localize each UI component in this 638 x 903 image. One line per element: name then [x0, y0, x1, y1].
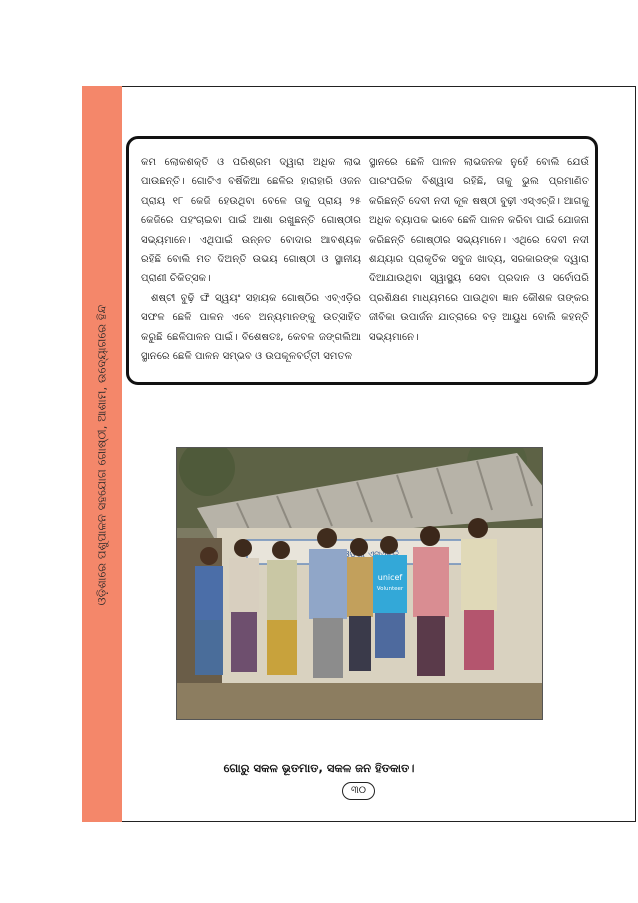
left-column	[141, 153, 361, 366]
left-paragraph-1: କମ ଲୋକଶକ୍ତି ଓ ପରିଶ୍ରମ ଦ୍ୱାରା ଅଧିକ ଲାଭ ପାଉଛନ୍ତି। ଗୋଟିଏ ବର୍ଷିକିଆ ଛେଳିର ହାରାହାରି ଓଜନ ପ୍ରାୟ ୧୮ କେଜି ହେଉଥିବା ବେଳେ ତାକୁ ପ୍ରାୟ ୨୫ କେଜିରେ ପହଂଚାଇବା ପାଇଁ ଆଶା ରଖୁଛନ୍ତି ଗୋଷ୍ଠୀର ସଭ୍ୟମାନେ। ଏଥିପାଇଁ ଉନ୍ନତ ବୋଦାର ଆବଶ୍ୟକ ରହିଛି ବୋଲି ମତ ଦିଅନ୍ତି ଉଭୟ ଗୋଷ୍ଠୀ ଓ ସ୍ଥାନୀୟ ପ୍ରାଣୀ ଚିକିତ୍ସକ।	[141, 157, 361, 285]
shirt-logo-text: unicef	[377, 573, 403, 582]
right-paragraph-1: ସ୍ଥାନରେ ଛେଳି ପାଳନ ଲାଭଜନକ ନୁହେଁ ବୋଲି ଯେଉଁ ପାରଂପରିକ ବିଶ୍ୱାସ ରହିଛି, ତାକୁ ଭୁଲ ପ୍ରମାଣିତ କରିଛନ୍ତି ଦେବୀ ନଦୀ କୂଳ ଷଷ୍ଠୀ ବୁଢ଼ୀ ଏସ୍‌ଏଚ୍‌ଜି। ଆଗକୁ ଅଧିକ ବ୍ୟାପକ ଭାବେ ଛେଳି ପାଳନ କରିବା ପାଇଁ ଯୋଜନା କରିଛନ୍ତି ଗୋଷ୍ଠୀର ସଭ୍ୟମାନେ। ଏଥିରେ ଦେବୀ ନଦୀ ଶଯ୍ୟାର ପ୍ରାକୃତିକ ସବୁଜ ଖାଦ୍ୟ, ସରକାରଙ୍କ ଦ୍ୱାରା ଦିଆଯାଉଥିବା ସ୍ୱାସ୍ଥ୍ୟ ସେବା ପ୍ରଦାନ ଓ ସର୍ବୋପରି ପ୍ରଶିକ୍ଷଣ ମାଧ୍ୟମରେ ପାଉଥିବା ଜ୍ଞାନ କୌଶଳ ତାଙ୍କର ଜୀବିକା ଉପାର୍ଜନ ଯାତ୍ରାରେ ବଡ଼ ଆୟୁଧ ବୋଲି କହନ୍ତି ସଭ୍ୟମାନେ।	[369, 157, 589, 343]
shirt-volunteer-text: Volunteer	[376, 586, 404, 592]
right-column	[369, 153, 589, 347]
caption: ଗୋରୁ ସକଳ ଭୂତମାତ, ସକଳ ଜନ ହିତକାତ।	[223, 761, 415, 775]
side-title: ଓଡ଼ିଶାରେ ପଶୁପାଳନ ସହଯୋଗ ଗୋଷ୍ଠୀ, ଆଶାମ, ଉଦ୍ୟୋଗରେ ହିନ୍ଦ	[94, 304, 109, 606]
left-paragraph-2: ଶଷ୍ଟୀ ବୁଢ଼ି ଙ୍ଘି ସ୍ୱୟଂ ସହାୟକ ଗୋଷ୍ଠିର ଏବ୍‌ଏଡ଼ିର ସଫଳ ଛେଳି ପାଳନ ଏବେ ଅନ୍ୟମାନଙ୍କୁ ଉତ୍ସାହିତ କରୁଛି ଛେଳିପାଳନ ପାଇଁ। ବିଶେଷତଃ, କେବଳ ଜଙ୍ଗଲିଆ ସ୍ଥାନରେ ଛେଳି ପାଳନ ସମ୍ଭବ ଓ ଉପକୂଳବର୍ତ୍ତୀ ସମତଳ	[141, 292, 361, 363]
wall-banner-text: ଓଡ଼ିଶା	[343, 550, 365, 560]
article-text-box	[126, 136, 598, 385]
page-number: ୩୦	[342, 782, 375, 800]
group-photo	[176, 447, 543, 720]
